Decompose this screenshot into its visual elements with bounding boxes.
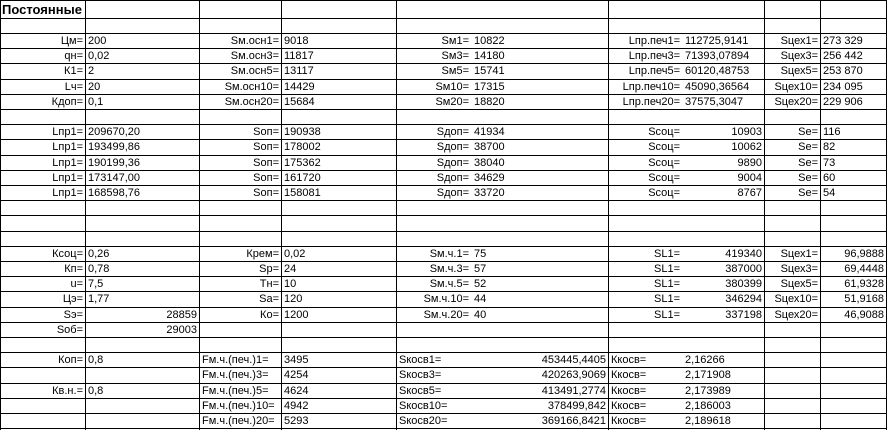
sheet-cell[interactable]: 52 [474, 278, 487, 290]
sheet-cell[interactable]: 69,4448 [844, 263, 884, 275]
sheet-cell[interactable]: Lпр1= [52, 187, 83, 199]
sheet-cell[interactable]: 51,9168 [844, 293, 884, 305]
sheet-cell[interactable]: Sдоп= [436, 141, 469, 153]
sheet-cell[interactable]: 9018 [284, 35, 309, 47]
sheet-cell[interactable]: 5293 [284, 415, 309, 427]
sheet-cell[interactable]: Sм3= [441, 50, 469, 62]
sheet-cell[interactable]: 41934 [474, 126, 505, 138]
sheet-cell[interactable]: Sцех1= [780, 248, 818, 260]
sheet-cell[interactable]: Ккосв= [611, 415, 647, 427]
sheet-cell[interactable]: 209670,20 [88, 126, 140, 138]
sheet-cell[interactable]: 380399 [725, 278, 762, 290]
sheet-cell[interactable]: Sм.ч.20= [423, 309, 469, 321]
sheet-cell[interactable]: Ко= [260, 309, 279, 321]
sheet-cell[interactable]: Sм.осн3= [230, 50, 279, 62]
sheet-cell[interactable]: SL1= [654, 263, 680, 275]
sheet-cell[interactable]: Sм.осн10= [224, 81, 279, 93]
sheet-cell[interactable]: 190199,36 [88, 157, 140, 169]
sheet-cell[interactable]: 46,9088 [844, 309, 884, 321]
sheet-cell[interactable]: 44 [474, 293, 487, 305]
sheet-cell[interactable]: Sэ= [63, 309, 83, 321]
sheet-cell[interactable]: Sм20= [435, 96, 469, 108]
sheet-cell[interactable]: Ккосв= [611, 354, 647, 366]
sheet-cell[interactable]: Sцех3= [780, 263, 818, 275]
sheet-cell[interactable]: Sцех5= [780, 65, 818, 77]
sheet-cell[interactable]: 116 [823, 126, 841, 138]
sheet-cell[interactable]: 413491,2774 [541, 385, 606, 397]
sheet-cell[interactable]: 2,189618 [685, 415, 731, 427]
sheet-cell[interactable]: Sцех10= [774, 293, 818, 305]
sheet-cell[interactable]: Ккосв= [611, 369, 647, 381]
sheet-cell[interactable]: 175362 [284, 157, 321, 169]
sheet-cell[interactable]: Lпр1= [52, 141, 83, 153]
sheet-cell[interactable]: u= [70, 278, 83, 290]
sheet-cell[interactable]: Sоп= [253, 141, 279, 153]
sheet-cell[interactable]: Sцех3= [780, 50, 818, 62]
sheet-cell[interactable]: 453445,4405 [541, 354, 606, 366]
sheet-cell[interactable]: 2,171908 [685, 369, 731, 381]
sheet-cell[interactable]: Sоп= [253, 187, 279, 199]
sheet-cell[interactable]: 4624 [284, 385, 309, 397]
grid-row-line [0, 18, 887, 19]
sheet-cell[interactable]: 158081 [284, 187, 321, 199]
sheet-cell[interactable]: 1200 [284, 309, 309, 321]
sheet-cell[interactable]: Sкосв1= [399, 354, 442, 366]
sheet-cell[interactable]: 112725,9141 [685, 35, 749, 47]
sheet-cell[interactable]: 378499,842 [547, 400, 606, 412]
sheet-cell[interactable]: 17315 [474, 81, 505, 93]
sheet-cell[interactable]: 14180 [474, 50, 505, 62]
sheet-cell[interactable]: Lпр.печ10= [622, 81, 680, 93]
sheet-cell[interactable]: Sцех10= [774, 81, 818, 93]
sheet-cell[interactable]: 0,26 [88, 248, 110, 260]
sheet-cell[interactable]: 13117 [284, 65, 314, 77]
sheet-cell[interactable]: К1= [64, 65, 83, 77]
sheet-cell[interactable]: Sм.ч.3= [429, 263, 469, 275]
sheet-cell[interactable]: SL1= [654, 309, 680, 321]
sheet-cell[interactable]: Sа= [259, 293, 279, 305]
sheet-cell[interactable]: Sдоп= [436, 187, 469, 199]
sheet-title: Постоянные [2, 2, 82, 17]
sheet-cell[interactable]: 173147,00 [88, 172, 140, 184]
sheet-cell[interactable]: 10822 [474, 35, 505, 47]
sheet-cell[interactable]: 229 906 [823, 96, 863, 108]
sheet-cell[interactable]: Lпр1= [52, 172, 83, 184]
sheet-cell[interactable]: 73 [823, 157, 836, 169]
sheet-cell[interactable]: Fм.ч.(печ.)10= [202, 400, 275, 412]
sheet-cell[interactable]: 29003 [166, 324, 197, 336]
sheet-cell[interactable]: Sцех5= [780, 278, 818, 290]
sheet-cell[interactable]: 273 329 [823, 35, 863, 47]
sheet-cell[interactable]: Цм= [60, 35, 83, 47]
sheet-cell[interactable]: Lпр1= [52, 157, 83, 169]
sheet-cell[interactable]: Lпр1= [52, 126, 83, 138]
sheet-cell[interactable]: 1,77 [88, 293, 110, 305]
sheet-cell[interactable]: Sе= [798, 187, 818, 199]
sheet-cell[interactable]: Fм.ч.(печ.)1= [202, 354, 269, 366]
sheet-cell[interactable]: Sдоп= [436, 126, 469, 138]
sheet-cell[interactable]: 7,5 [88, 278, 104, 290]
sheet-cell[interactable]: 45090,36564 [685, 81, 750, 93]
sheet-cell[interactable]: 120 [284, 293, 303, 305]
sheet-cell[interactable]: 40 [474, 309, 487, 321]
sheet-cell[interactable]: Sе= [798, 126, 818, 138]
sheet-cell[interactable]: 11817 [284, 50, 314, 62]
sheet-cell[interactable]: Sм.ч.1= [429, 248, 469, 260]
sheet-cell[interactable]: 20 [88, 81, 101, 93]
sheet-cell[interactable]: Sкосв3= [399, 369, 442, 381]
sheet-cell[interactable]: Sсоц= [648, 187, 680, 199]
sheet-cell[interactable]: Sоп= [253, 157, 279, 169]
sheet-cell[interactable]: Sм1= [441, 35, 469, 47]
sheet-cell[interactable]: Sе= [798, 172, 818, 184]
sheet-cell[interactable]: 14429 [284, 81, 315, 93]
sheet-cell[interactable]: Sм.ч.5= [429, 278, 469, 290]
sheet-cell[interactable]: 2,16266 [685, 354, 725, 366]
sheet-cell[interactable]: Sм.осн5= [230, 65, 279, 77]
sheet-cell[interactable]: 256 442 [823, 50, 863, 62]
sheet-cell[interactable]: 10 [284, 278, 297, 290]
sheet-cell[interactable]: Sоб= [56, 324, 83, 336]
sheet-cell[interactable]: 8767 [737, 187, 762, 199]
sheet-cell[interactable]: Fм.ч.(печ.)5= [202, 385, 269, 397]
sheet-cell[interactable]: Sр= [259, 263, 279, 275]
grid-row-line [0, 0, 887, 1]
sheet-cell[interactable]: 0,1 [88, 96, 104, 108]
sheet-cell[interactable]: Ксоц= [52, 248, 83, 260]
sheet-cell[interactable]: Кдоп= [51, 96, 83, 108]
sheet-cell[interactable]: Sм.осн1= [230, 35, 279, 47]
sheet-cell[interactable]: 190938 [284, 126, 321, 138]
sheet-cell[interactable]: 10903 [731, 126, 762, 138]
sheet-cell[interactable]: 161720 [284, 172, 321, 184]
sheet-cell[interactable]: qн= [64, 50, 83, 62]
sheet-cell[interactable]: 0,8 [88, 354, 104, 366]
sheet-cell[interactable]: 82 [823, 141, 836, 153]
sheet-cell[interactable]: Sцех20= [774, 96, 818, 108]
sheet-cell[interactable]: Sм.осн20= [224, 96, 279, 108]
sheet-cell[interactable]: Кп= [64, 263, 83, 275]
sheet-cell[interactable]: 0,8 [88, 385, 104, 397]
sheet-cell[interactable]: Lпр.печ1= [628, 35, 680, 47]
sheet-cell[interactable]: Ккосв= [611, 400, 647, 412]
sheet-cell[interactable]: 2,186003 [685, 400, 731, 412]
sheet-cell[interactable]: 9890 [737, 157, 762, 169]
sheet-cell[interactable]: 369166,8421 [541, 415, 606, 427]
sheet-cell[interactable]: 60 [823, 172, 836, 184]
sheet-cell[interactable]: 54 [823, 187, 836, 199]
sheet-cell[interactable]: Lпр.печ5= [628, 65, 680, 77]
sheet-cell[interactable]: 34629 [474, 172, 505, 184]
sheet-cell[interactable]: 24 [284, 263, 297, 275]
sheet-cell[interactable]: Sцех20= [774, 309, 818, 321]
sheet-cell[interactable]: 9004 [737, 172, 762, 184]
sheet-cell[interactable]: 0,02 [284, 248, 306, 260]
sheet-cell[interactable]: Sкосв5= [399, 385, 442, 397]
sheet-cell[interactable]: 15741 [474, 65, 505, 77]
sheet-cell[interactable]: 61,9328 [844, 278, 884, 290]
sheet-cell[interactable]: 253 870 [823, 65, 863, 77]
sheet-cell[interactable]: Тн= [259, 278, 279, 290]
sheet-cell[interactable]: 419340 [725, 248, 762, 260]
sheet-cell[interactable]: 10062 [731, 141, 762, 153]
sheet-cell[interactable]: 3495 [284, 354, 309, 366]
sheet-cell[interactable]: Sе= [798, 157, 818, 169]
sheet-cell[interactable]: 420263,9069 [541, 369, 606, 381]
sheet-cell[interactable]: 178002 [284, 141, 321, 153]
sheet-cell[interactable]: SL1= [654, 278, 680, 290]
sheet-cell[interactable]: Кв.н.= [52, 385, 83, 397]
grid-row-line [0, 231, 887, 232]
sheet-cell[interactable]: Крем= [246, 248, 279, 260]
sheet-cell[interactable]: Lпр.печ3= [628, 50, 680, 62]
sheet-cell[interactable]: Sсоц= [648, 126, 680, 138]
sheet-cell[interactable]: Sкосв10= [399, 400, 448, 412]
sheet-cell[interactable]: Sдоп= [436, 172, 469, 184]
sheet-cell[interactable]: SL1= [654, 293, 680, 305]
sheet-cell[interactable]: 0,78 [88, 263, 110, 275]
sheet-cell[interactable]: Sм5= [441, 65, 469, 77]
sheet-cell[interactable]: 337198 [725, 309, 762, 321]
sheet-cell[interactable]: Ккосв= [611, 385, 647, 397]
sheet-cell[interactable]: 346294 [725, 293, 762, 305]
sheet-cell[interactable]: 4942 [284, 400, 309, 412]
sheet-cell[interactable]: 33720 [474, 187, 505, 199]
sheet-cell[interactable]: Lч= [64, 81, 83, 93]
sheet-cell[interactable]: Цэ= [62, 293, 83, 305]
sheet-cell[interactable]: Sсоц= [648, 172, 680, 184]
sheet-cell[interactable]: Fм.ч.(печ.)3= [202, 369, 269, 381]
sheet-cell[interactable]: 387000 [725, 263, 762, 275]
sheet-cell[interactable]: 96,9888 [844, 248, 884, 260]
sheet-cell[interactable]: Fм.ч.(печ.)20= [202, 415, 275, 427]
sheet-cell[interactable]: Sм.ч.10= [423, 293, 469, 305]
sheet-cell[interactable]: 28859 [166, 309, 197, 321]
sheet-cell[interactable]: Sоп= [253, 126, 279, 138]
sheet-cell[interactable]: 2 [88, 65, 95, 77]
sheet-cell[interactable]: 71393,07894 [685, 50, 750, 62]
sheet-cell[interactable]: SL1= [654, 248, 680, 260]
sheet-cell[interactable]: 18820 [474, 96, 505, 108]
sheet-cell[interactable]: 57 [474, 263, 487, 275]
sheet-cell[interactable]: Sсоц= [648, 157, 680, 169]
grid-row-line [0, 215, 887, 216]
sheet-cell[interactable]: Sе= [798, 141, 818, 153]
sheet-cell[interactable]: Sоп= [253, 172, 279, 184]
sheet-cell[interactable]: 234 095 [823, 81, 863, 93]
sheet-cell[interactable]: Sкосв20= [399, 415, 448, 427]
sheet-cell[interactable]: Sсоц= [648, 141, 680, 153]
sheet-cell[interactable]: Sм10= [435, 81, 469, 93]
sheet-cell[interactable]: 38700 [474, 141, 505, 153]
sheet-cell[interactable]: Lпр.печ20= [622, 96, 680, 108]
sheet-cell[interactable]: Коп= [58, 354, 83, 366]
sheet-cell[interactable]: 15684 [284, 96, 315, 108]
sheet-cell[interactable]: 0,02 [88, 50, 110, 62]
sheet-cell[interactable]: Sдоп= [436, 157, 469, 169]
sheet-cell[interactable]: 4254 [284, 369, 309, 381]
sheet-cell[interactable]: 60120,48753 [685, 65, 750, 77]
sheet-cell[interactable]: 168598,76 [88, 187, 140, 199]
sheet-cell[interactable]: 75 [474, 248, 487, 260]
sheet-cell[interactable]: 193499,86 [88, 141, 140, 153]
sheet-cell[interactable]: 2,173989 [685, 385, 731, 397]
sheet-cell[interactable]: 37575,3047 [685, 96, 744, 108]
sheet-cell[interactable]: Sцех1= [780, 35, 818, 47]
sheet-cell[interactable]: 38040 [474, 157, 505, 169]
sheet-cell[interactable]: 200 [88, 35, 107, 47]
